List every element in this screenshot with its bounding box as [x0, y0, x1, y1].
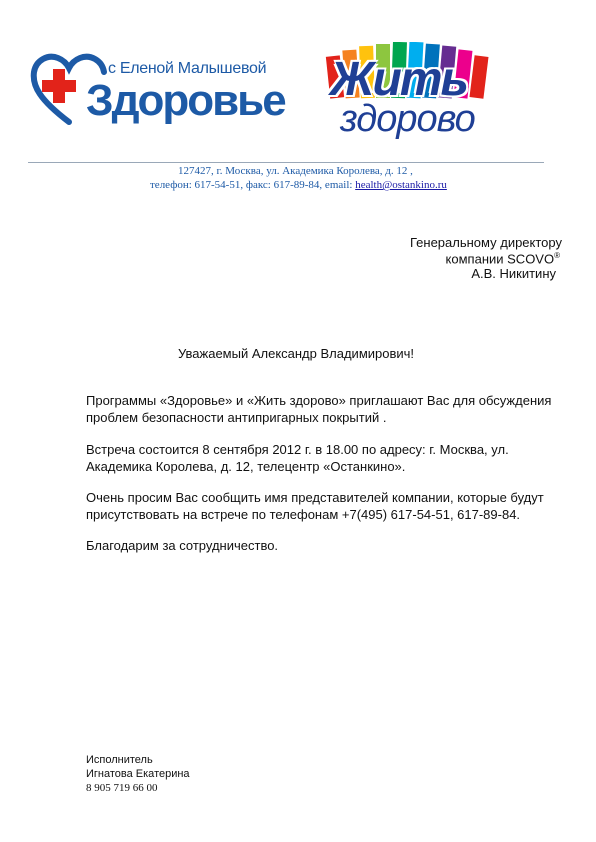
zhit-zdorovo-logo: [324, 42, 549, 142]
salutation: Уважаемый Александр Владимирович!: [178, 346, 415, 361]
paragraph-meeting: Встреча состоится 8 сентября 2012 г. в 18.00 по адресу: г. Москва, ул. Академика Королева, д. 12, телецентр «Останкино».: [86, 442, 509, 474]
addressee-company: [446, 251, 560, 266]
zdorovye-logo: [30, 44, 285, 130]
email-link[interactable]: health@ostankino.ru: [355, 179, 447, 191]
registered-mark: ®: [554, 251, 560, 260]
footer-role: Исполнитель: [86, 754, 153, 766]
paragraph-thanks: Благодарим за сотрудничество.: [86, 538, 279, 553]
logo2-title-top: Жить: [330, 53, 468, 106]
footer-phone: 8 905 719 66 00: [86, 782, 158, 794]
addressee-title: Генеральному директору: [410, 235, 562, 250]
footer-name: Игнатова Екатерина: [86, 768, 190, 780]
paragraph-request: Очень просим Вас сообщить имя представителей компании, которые будут присутствовать на встрече по телефонам +7(495) 617-54-51, 617-89-84.: [86, 490, 544, 522]
logo2-title-bottom: здорово: [340, 98, 475, 140]
contact-phone-line: [150, 179, 447, 191]
header-divider: [28, 162, 544, 163]
addressee-company-name: компании SCOVO: [445, 251, 555, 267]
contact-address: 127427, г. Москва, ул. Академика Королева, д. 12 ,: [178, 165, 413, 177]
logo1-subtitle: с Еленой Малышевой: [108, 60, 267, 77]
logo1-title: Здоровье: [86, 76, 285, 125]
contact-phone: телефон: 617-54-51, факс: 617-89-84, email:: [150, 179, 356, 191]
paragraph-invitation: Программы «Здоровье» и «Жить здорово» приглашают Вас для обсуждения проблем безопасности антипригарных покрытий .: [86, 393, 552, 425]
addressee-name: А.В. Никитину: [471, 266, 556, 281]
